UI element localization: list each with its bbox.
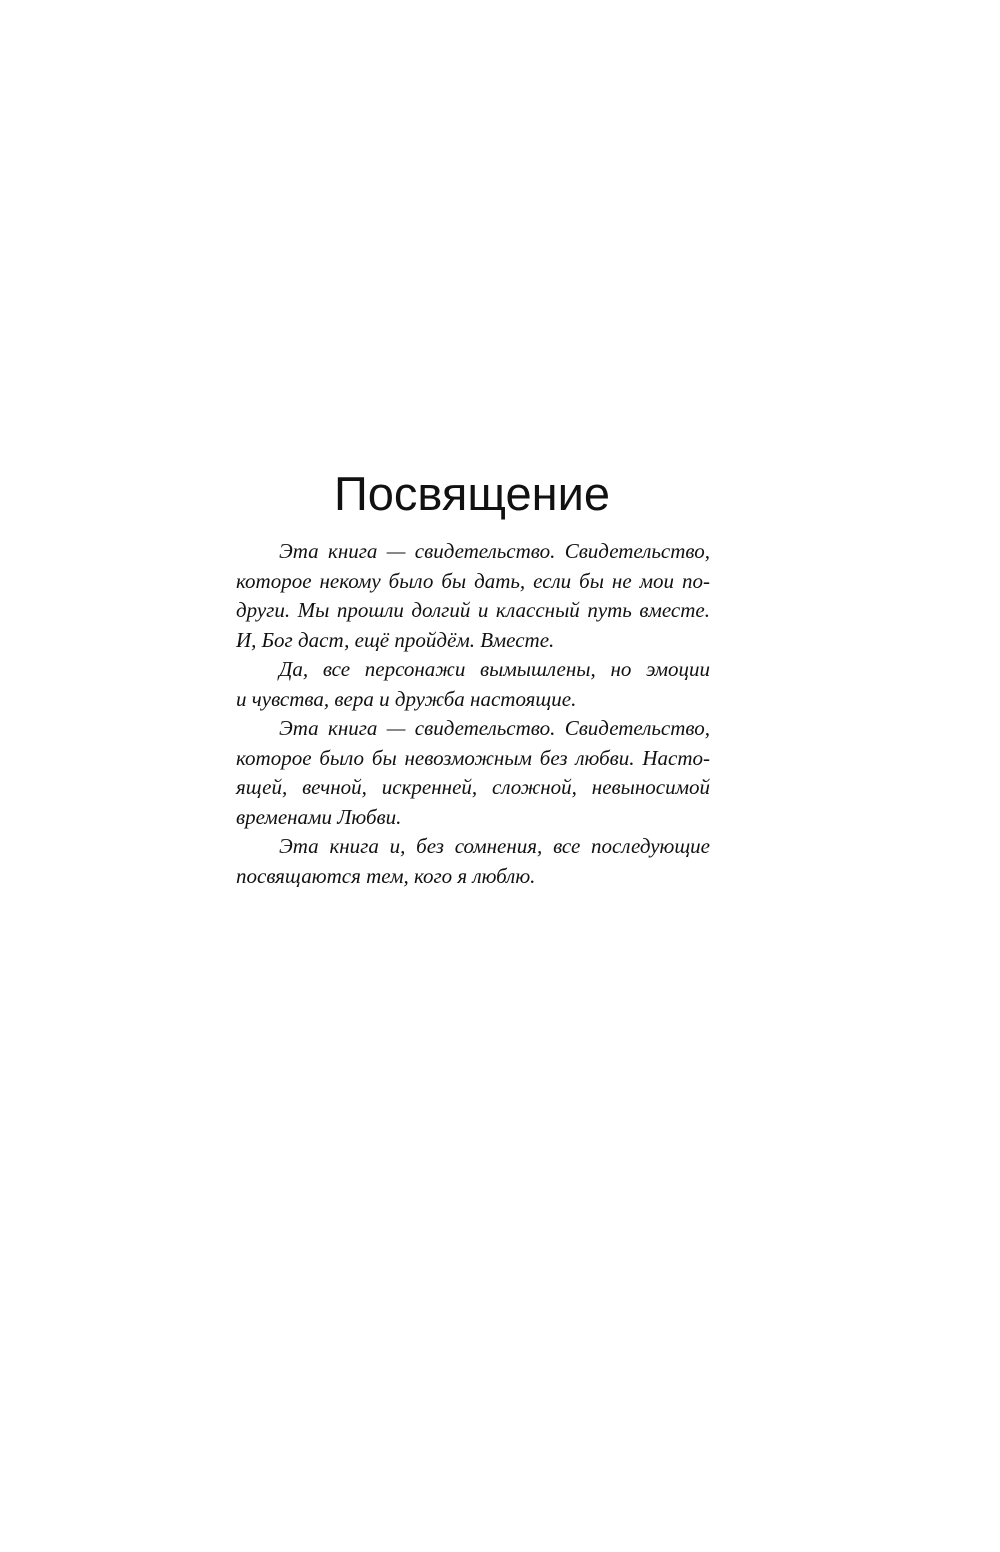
paragraph <box>236 832 710 891</box>
text-line: Эта книга — свидетельство. Свидетельство, <box>279 716 710 740</box>
text-line: и чувства, вера и дружба настоящие. <box>236 686 577 711</box>
paragraph <box>236 655 710 714</box>
text-line: ящей, вечной, искренней, сложной, невыносимой <box>236 775 710 799</box>
page-title: Посвящение <box>334 467 610 520</box>
text-line: Эта книга и, без сомнения, все последующие <box>279 834 710 858</box>
text-line: Эта книга — свидетельство. Свидетельство, <box>279 539 710 563</box>
text-line: посвящаются тем, кого я люблю. <box>236 863 536 888</box>
paragraph <box>236 537 710 655</box>
text-line: которое некому было бы дать, если бы не мои по- <box>236 568 710 593</box>
text-line: которое было бы невозможным без любви. Насто- <box>236 745 710 770</box>
paragraph <box>236 714 710 832</box>
dedication-text <box>236 537 710 891</box>
text-line: временами Любви. <box>236 804 402 829</box>
text-line: други. Мы прошли долгий и классный путь вместе. <box>236 598 710 622</box>
text-line: И, Бог даст, ещё пройдём. Вместе. <box>236 627 555 652</box>
text-line: Да, все персонажи вымышлены, но эмоции <box>279 657 710 681</box>
